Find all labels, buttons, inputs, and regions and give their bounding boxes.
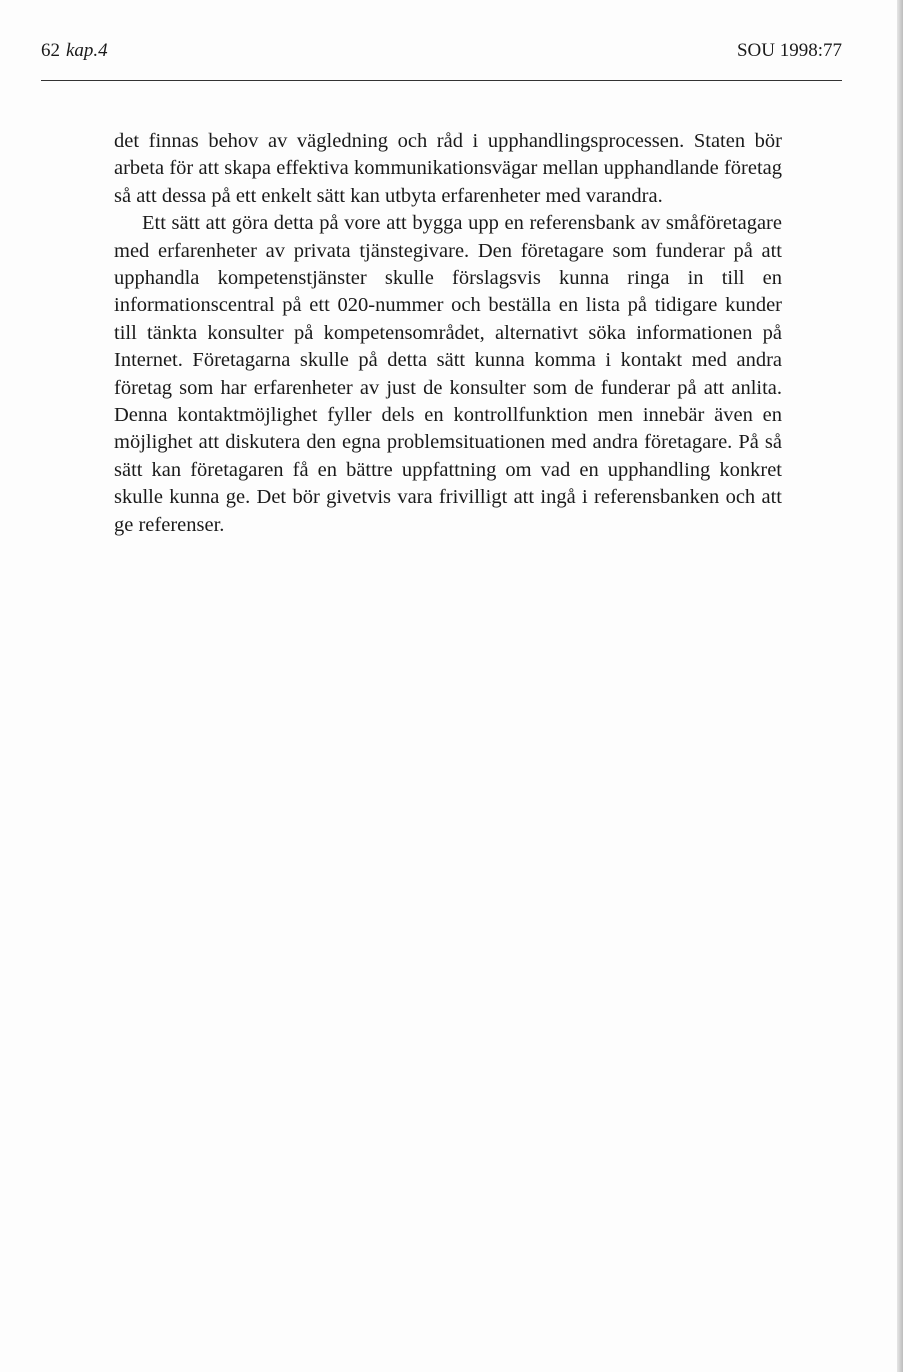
header-left [41, 40, 108, 62]
chapter-label: kap.4 [66, 40, 108, 61]
paragraph-2: Ett sätt att göra detta på vore att bygga upp en referensbank av småföretagare med erfarenheter av privata tjänstegivare. Den företagare som funderar på att upphandla kompetenstjänster skulle förslagsvis kunna ringa in till en informationscentral på ett 020-nummer och beställa en lista på tidigare kunder till tänkta konsulter på kompetensområdet, alternativt söka informationen på Internet. Företagarna skulle på detta sätt kunna komma i kontakt med andra företag som har erfarenheter av just de konsulter som de funderar på att anlita. Denna kontaktmöjlighet fyller dels en kontrollfunktion men innebär även en möjlighet att diskutera den egna problemsituationen med andra företagare. På så sätt kan företagaren få en bättre uppfattning om vad en upphandling konkret skulle kunna ge. Det bör givetvis vara frivilligt att ingå i referensbanken och att ge referenser. [114, 212, 782, 536]
header-divider [41, 80, 842, 81]
series-label: SOU 1998:77 [736, 40, 842, 61]
page-number: 62 [41, 40, 60, 61]
page-edge-shadow [897, 0, 903, 1372]
paragraph-1: det finnas behov av vägledning och råd i upphandlingsprocessen. Staten bör arbeta för att skapa effektiva kommunikationsvägar mellan upphandlande företag så att dessa på ett enkelt sätt kan utbyta erfarenheter med varandra. [114, 130, 782, 207]
page-header [41, 40, 842, 74]
body-text [114, 128, 782, 539]
